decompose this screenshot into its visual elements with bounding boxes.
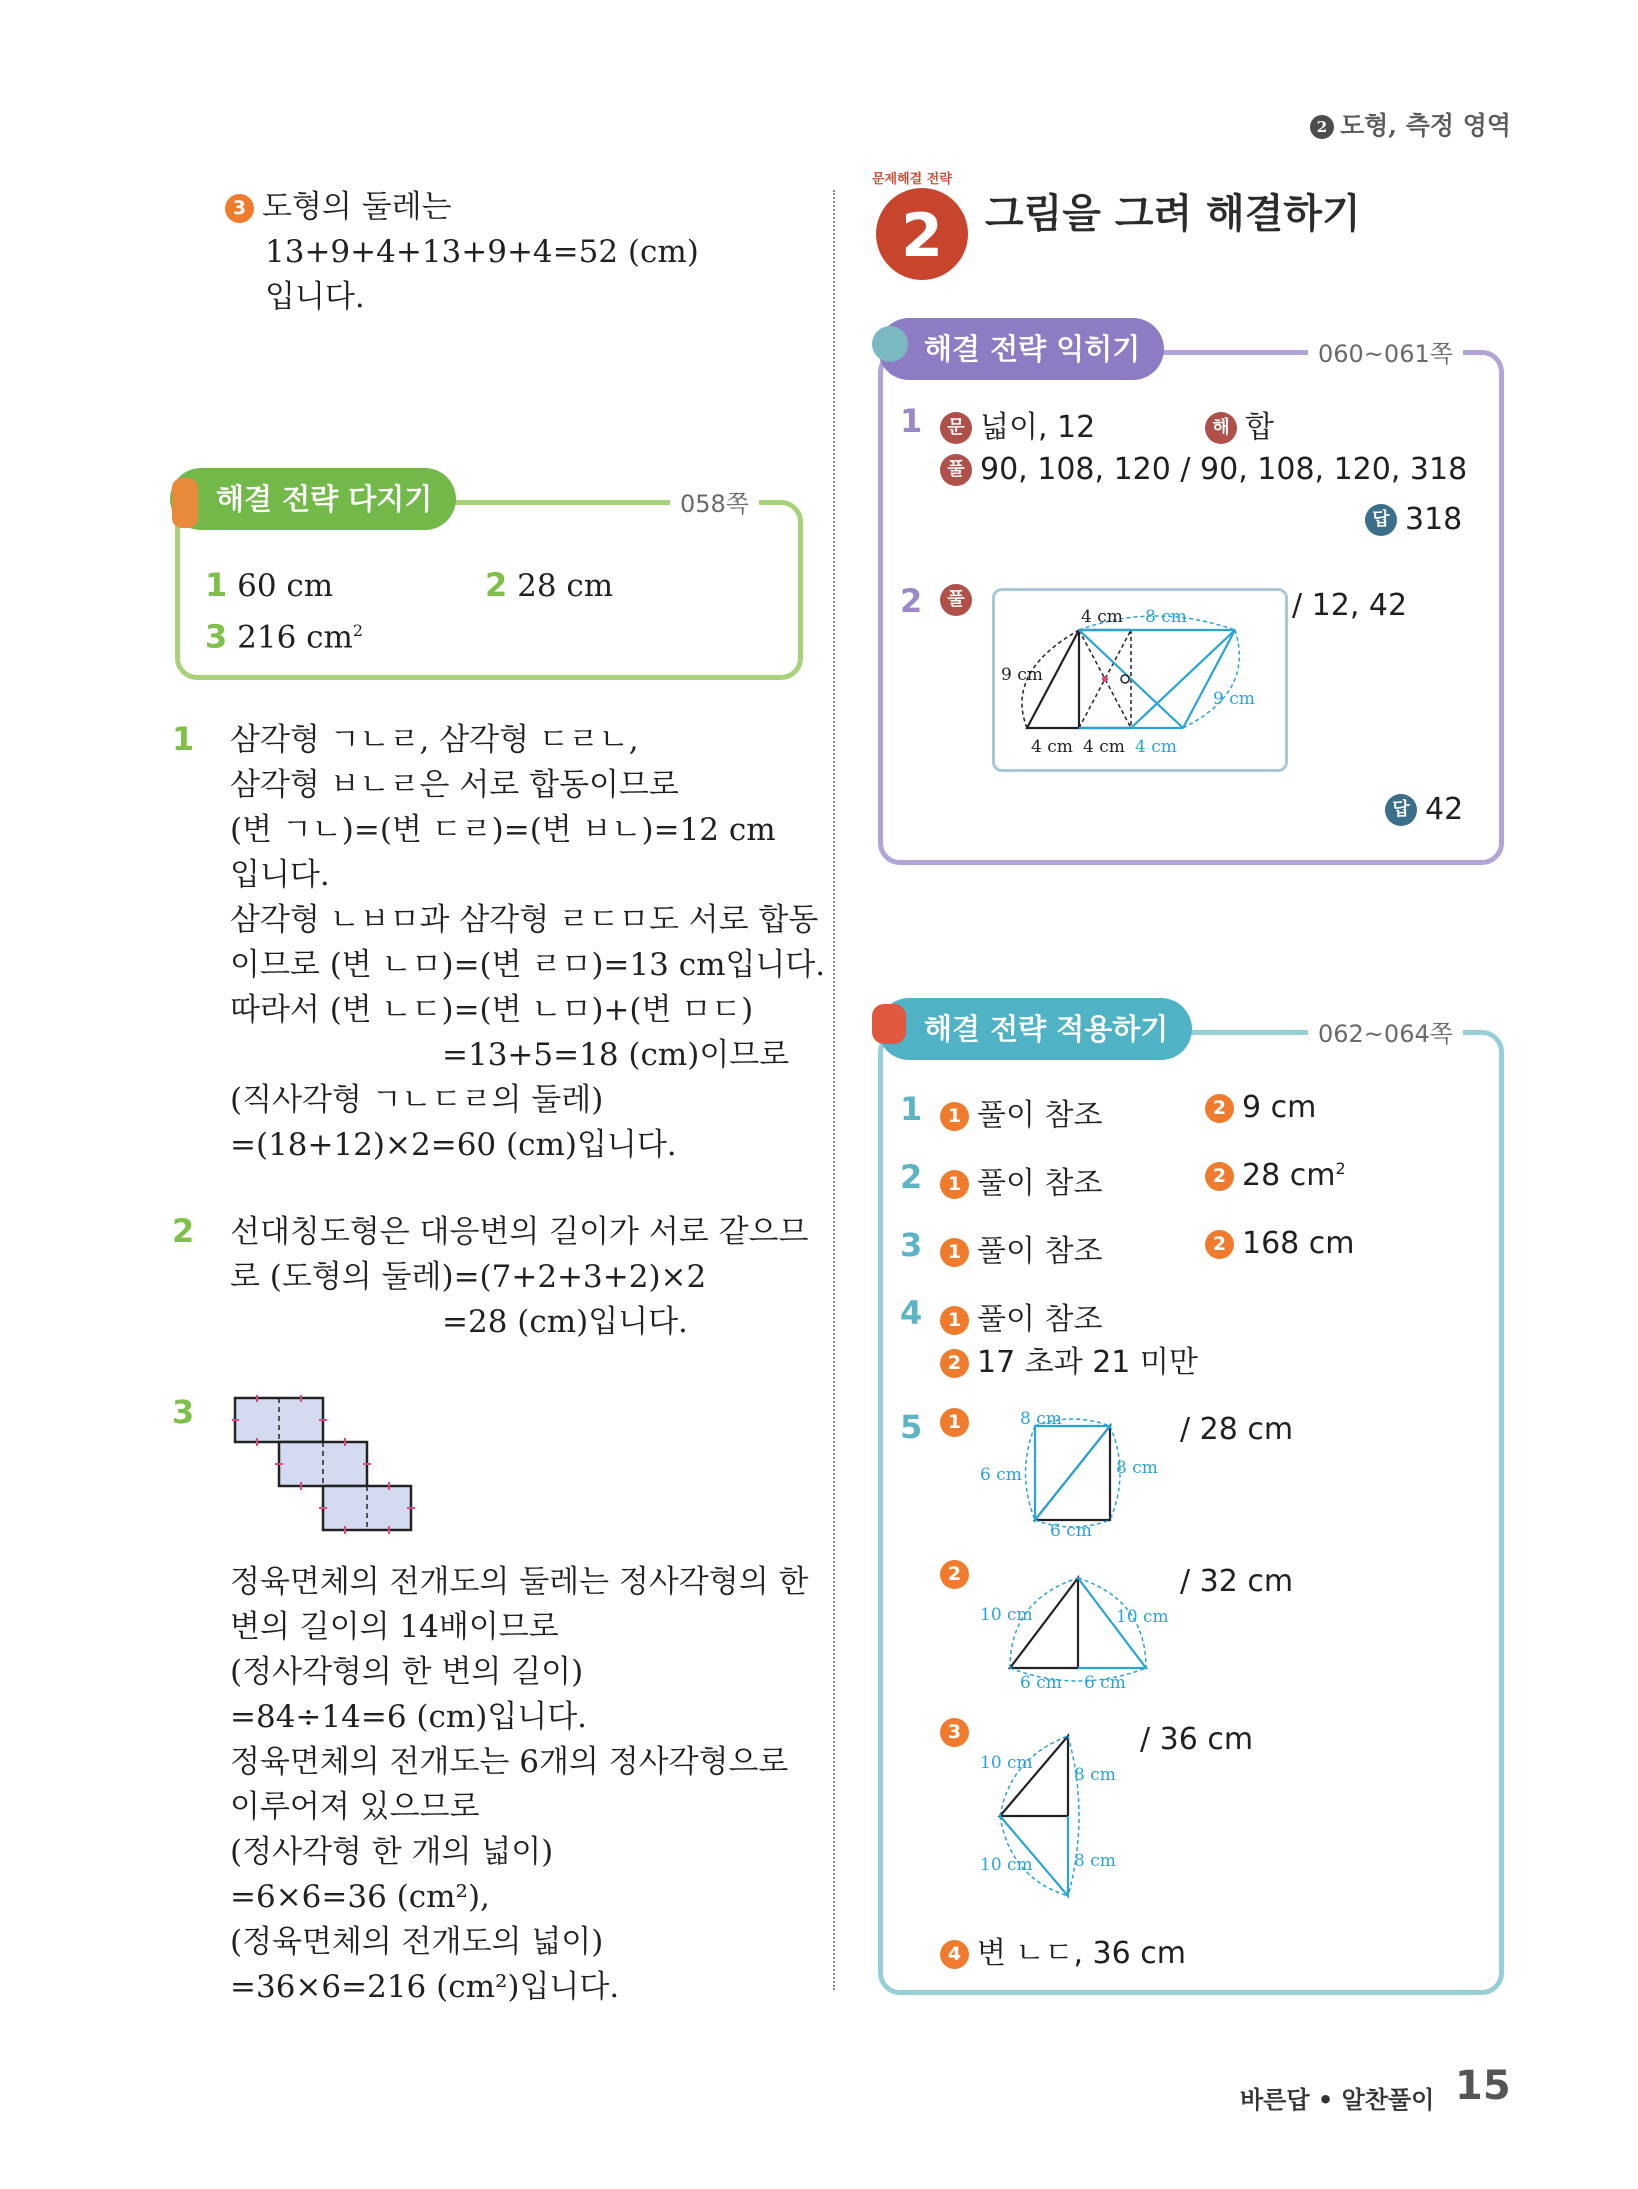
strategy-answer-2: 2 28 cm xyxy=(485,566,614,604)
fig-label: 8 cm xyxy=(1116,1458,1158,1478)
q5-part-1-marker: 1 xyxy=(940,1408,977,1437)
fig-label: 9 cm xyxy=(1213,689,1255,709)
mascot-icon xyxy=(872,1004,906,1044)
q5-part-3-figure xyxy=(980,1718,1140,1918)
apply-row-3: 3 1 풀이 참조 2 168 cm xyxy=(900,1226,1355,1269)
solution-2-number: 2 xyxy=(172,1212,195,1250)
strategy-practice-title: 해결 전략 다지기 xyxy=(170,468,456,530)
fig-label: 6 cm xyxy=(1020,1673,1062,1693)
top-item: 3 도형의 둘레는 13+9+4+13+9+4=52 (cm) 입니다. xyxy=(225,185,699,320)
fig-label: 10 cm xyxy=(1116,1607,1169,1627)
column-divider xyxy=(833,190,835,1990)
fig-label: 10 cm xyxy=(980,1753,1033,1773)
learn-q1-hae: 해 합 xyxy=(1205,402,1274,446)
learn-q1-number: 1 xyxy=(900,402,923,440)
apply-q5-number: 5 xyxy=(900,1408,923,1446)
fig-label: 10 cm xyxy=(980,1855,1033,1875)
fig-label: 6 cm xyxy=(1084,1673,1126,1693)
learn-q1-mun: 문 넓이, 12 xyxy=(940,402,1095,446)
learn-q2-dap: 답 42 xyxy=(1385,792,1463,827)
strategy-answer-1: 1 60 cm xyxy=(205,566,334,604)
page-ref: 058쪽 xyxy=(670,484,759,519)
fig-label: 10 cm xyxy=(980,1605,1033,1625)
fig-label: 8 cm xyxy=(1145,607,1187,627)
q5-part-1-answer: / 28 cm xyxy=(1180,1412,1294,1447)
fig-label: 4 cm xyxy=(1083,737,1125,757)
badge-tip-text: 문제해결 전략 xyxy=(872,172,952,187)
q5-part-2-answer: / 32 cm xyxy=(1180,1564,1294,1599)
q5-part-2-figure xyxy=(980,1560,1180,1695)
solution-2-text: 선대칭도형은 대응변의 길이가 서로 같으므 로 (도형의 둘레)=(7+2+3+2)×2 =28 (cm)입니다. xyxy=(230,1214,809,1340)
apply-row-4-answer2: 2 17 초과 21 미만 xyxy=(940,1337,1198,1381)
page-ref: 060~061쪽 xyxy=(1308,334,1463,369)
strategy-answer-3: 3 216 $cm^2$ xyxy=(205,617,364,656)
strategy-learn-title: 해결 전략 익히기 xyxy=(878,318,1164,380)
mascot-icon xyxy=(172,478,198,528)
strategy-apply-title: 해결 전략 적용하기 xyxy=(878,998,1192,1060)
fig-label: 6 cm xyxy=(1050,1521,1092,1538)
learn-q2-figure xyxy=(995,592,1281,764)
fig-label: 9 cm xyxy=(1001,665,1043,685)
apply-row-4: 4 1 풀이 참조 xyxy=(900,1294,1103,1337)
cube-net-figure xyxy=(232,1395,422,1540)
page-number: 15 xyxy=(1455,2063,1511,2109)
section-number-badge: 2 xyxy=(1310,115,1334,139)
solution-3-number: 3 xyxy=(172,1393,195,1431)
learn-q2-pul: 풀 xyxy=(940,582,980,617)
mascot-icon xyxy=(872,326,908,362)
fig-label: 4 cm xyxy=(1081,607,1123,627)
page-ref: 062~064쪽 xyxy=(1308,1014,1463,1049)
fig-label: 8 cm xyxy=(1074,1765,1116,1785)
q5-part-1-figure xyxy=(980,1408,1160,1538)
footer-label: 바른답 • 알찬풀이 xyxy=(1240,2086,1435,2114)
fig-label: 6 cm xyxy=(980,1465,1022,1485)
learn-q1-dap: 답 318 xyxy=(1365,502,1462,537)
fig-label: 8 cm xyxy=(1074,1851,1116,1871)
section-tag: 2 도형, 측정 영역 xyxy=(1310,106,1511,142)
chapter-title: 그림을 그려 해결하기 xyxy=(985,191,1361,237)
solution-3-text: 정육면체의 전개도의 둘레는 정사각형의 한 변의 길이의 14배이므로 (정사각형의 한 변의 길이) =84÷14=6 (cm)입니다. 정육면체의 전개도는 6개의 정사각형으로 이루어져 있으므로 (정사각형 한 개의 넓이) =6×6=36 (cm²), (정육면체의 전개도의 넓이) =36×6=216 (cm²)입니다. xyxy=(230,1564,809,2005)
apply-row-1: 1 1 풀이 참조 2 9 cm xyxy=(900,1090,1317,1133)
chapter-badge: 2 xyxy=(876,188,968,280)
learn-q2-after: / 12, 42 xyxy=(1292,588,1408,623)
solution-1-number: 1 xyxy=(172,720,195,758)
q5-part-3-marker: 3 xyxy=(940,1718,977,1747)
solution-1-text: 삼각형 ㄱㄴㄹ, 삼각형 ㄷㄹㄴ, 삼각형 ㅂㄴㄹ은 서로 합동이므로 (변 ㄱㄴ)=(변 ㄷㄹ)=(변 ㅂㄴ)=12 cm 입니다. 삼각형 ㄴㅂㅁ과 삼각형 ㄹㄷㅁ도 서로 합동 이므로 (변 ㄴㅁ)=(변 ㄹㅁ)=13 cm입니다. 따라서 (변 ㄴㄷ)=(변 ㄴㅁ)+(변 ㅁㄷ) =13+5=18 (cm)이므로 (직사각형 ㄱㄴㄷㄹ의 둘레) =(18+12)×2=60 (cm)입니다. xyxy=(230,722,826,1163)
fig-label: 4 cm xyxy=(1031,737,1073,757)
q5-part-2-marker: 2 xyxy=(940,1560,977,1589)
learn-q1-pul: 풀 90, 108, 120 / 90, 108, 120, 318 xyxy=(940,452,1467,487)
apply-row-2: 2 1 풀이 참조 2 28 $cm^2$ xyxy=(900,1158,1346,1201)
learn-q2-number: 2 xyxy=(900,582,923,620)
q5-part-3-answer: / 36 cm xyxy=(1140,1722,1254,1757)
fig-label: 4 cm xyxy=(1135,737,1177,757)
fig-label: 8 cm xyxy=(1020,1409,1062,1429)
item-marker: 3 xyxy=(225,194,254,223)
q5-part-4: 4 변 ㄴㄷ, 36 cm xyxy=(940,1928,1186,1972)
